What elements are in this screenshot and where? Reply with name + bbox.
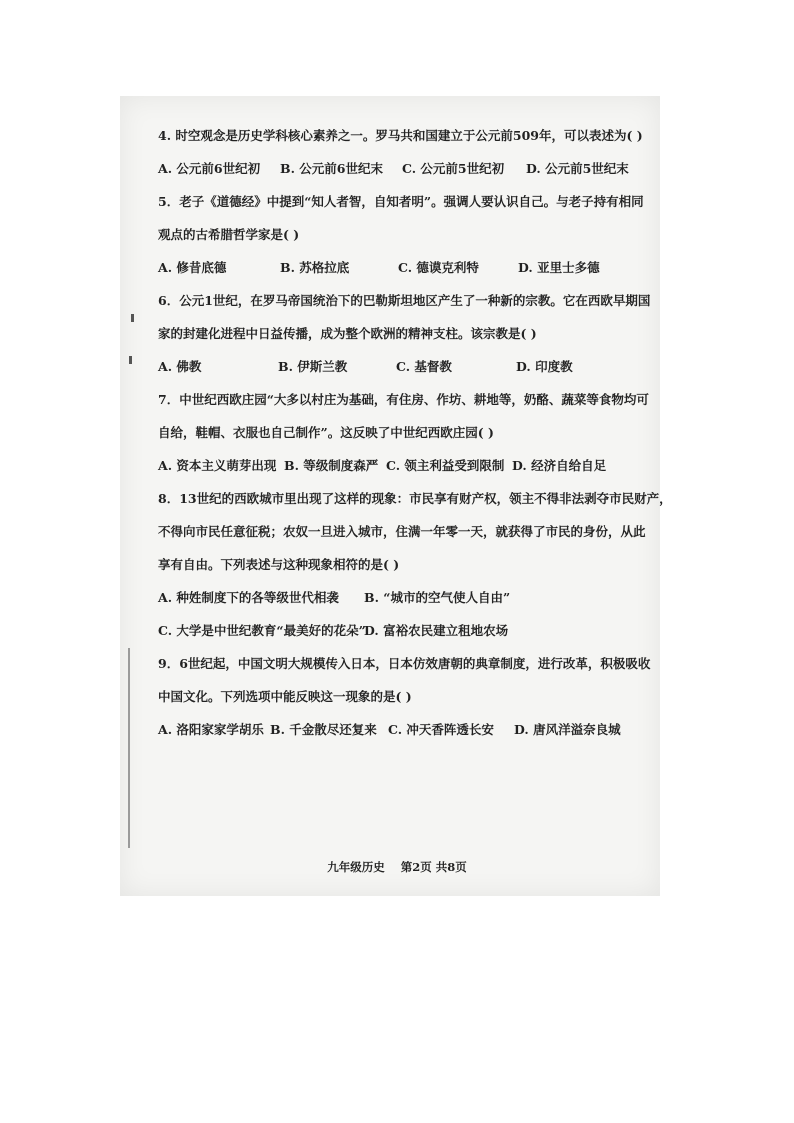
option-b: B. “城市的空气使人自由” [364, 590, 511, 605]
question-text: 自给，鞋帽、衣服也自己制作”。这反映了中世纪西欧庄园( ) [158, 425, 494, 440]
option-b: B. 公元前6世纪末 [280, 161, 383, 176]
question-9 [158, 655, 651, 706]
option-d: D. 唐风洋溢奈良城 [514, 722, 621, 737]
scan-dot-mark [129, 356, 132, 364]
option-d: D. 印度教 [516, 359, 573, 374]
option-b: B. 千金散尽还复来 [270, 722, 377, 737]
option-c: C. 德谟克利特 [398, 260, 479, 275]
option-a: A. 洛阳家家学胡乐 [158, 722, 264, 737]
question-text: 6．公元1世纪，在罗马帝国统治下的巴勒斯坦地区产生了一种新的宗教。它在西欧早期国 [158, 293, 651, 308]
scan-dot-mark [131, 314, 134, 322]
question-text: 中国文化。下列选项中能反映这一现象的是( ) [158, 689, 412, 704]
option-c: C. 领主利益受到限制 [386, 458, 505, 473]
question-4 [158, 127, 648, 145]
scan-edge-mark [128, 648, 130, 848]
question-text: 9．6世纪起，中国文明大规模传入日本，日本仿效唐朝的典章制度，进行改革，积极吸收 [158, 656, 651, 671]
question-8 [158, 490, 672, 574]
options-row [158, 622, 648, 640]
options-row [158, 160, 648, 178]
option-a: A. 种姓制度下的各等级世代相袭 [158, 590, 339, 605]
options-row [158, 721, 648, 739]
question-text: 7．中世纪西欧庄园“大多以村庄为基础，有住房、作坊、耕地等，奶酪、蔬菜等食物均可 [158, 392, 649, 407]
option-d: D. 经济自给自足 [512, 458, 607, 473]
option-a: A. 公元前6世纪初 [158, 161, 261, 176]
question-text: 8．13世纪的西欧城市里出现了这样的现象：市民享有财产权，领主不得非法剥夺市民财产， [158, 491, 672, 506]
option-c: C. 冲天香阵透长安 [388, 722, 494, 737]
question-text: 家的封建化进程中日益传播，成为整个欧洲的精神支柱。该宗教是( ) [158, 326, 537, 341]
option-d: D. 亚里士多德 [518, 260, 600, 275]
option-c: C. 公元前5世纪初 [402, 161, 505, 176]
option-c: C. 大学是中世纪教育“最美好的花朵” [158, 623, 366, 638]
option-d: D. 公元前5世纪末 [526, 161, 629, 176]
question-text: 观点的古希腊哲学家是( ) [158, 227, 300, 242]
footer-page-info: 第2页 共8页 [400, 860, 467, 874]
option-b: B. 伊斯兰教 [278, 359, 348, 374]
question-text: 享有自由。下列表述与这种现象相符的是( ) [158, 557, 400, 572]
options-row [158, 589, 648, 607]
question-list [158, 127, 672, 754]
question-text: 5．老子《道德经》中提到“知人者智，自知者明”。强调人要认识自己。与老子持有相同 [158, 194, 644, 209]
option-a: A. 修昔底德 [158, 260, 227, 275]
page-footer [0, 859, 794, 875]
option-a: A. 资本主义萌芽出现 [158, 458, 277, 473]
option-c: C. 基督教 [396, 359, 452, 374]
question-text: 4. 时空观念是历史学科核心素养之一。罗马共和国建立于公元前509年，可以表述为( ) [158, 128, 643, 143]
option-a: A. 佛教 [158, 359, 202, 374]
options-row [158, 259, 648, 277]
question-7 [158, 391, 648, 442]
question-6 [158, 292, 651, 343]
footer-subject: 九年级历史 [327, 860, 385, 874]
options-row [158, 457, 648, 475]
question-5 [158, 193, 648, 244]
option-b: B. 等级制度森严 [284, 458, 379, 473]
option-d: D. 富裕农民建立租地农场 [364, 623, 509, 638]
question-text: 不得向市民任意征税；农奴一旦进入城市，住满一年零一天，就获得了市民的身份，从此 [158, 524, 646, 539]
options-row [158, 358, 648, 376]
option-b: B. 苏格拉底 [280, 260, 350, 275]
